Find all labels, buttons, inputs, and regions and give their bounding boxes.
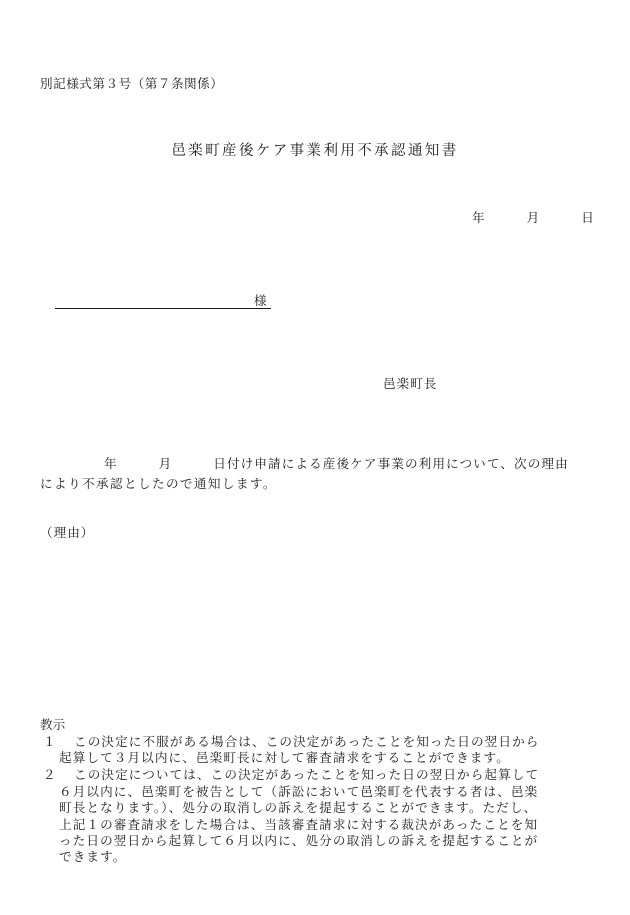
reason-label: （理由） <box>40 525 95 540</box>
addressee-honorific: 様 <box>254 293 267 308</box>
notice-item-2-number: ２ <box>43 767 56 782</box>
notice-item-2-line-5: った日の翌日から起算して６月以内に、処分の取消しの訴えを提起することが <box>59 833 539 848</box>
body-year: 年 <box>104 456 117 471</box>
notice-item-1-line-2: 起算して３月以内に、邑楽町長に対して審査請求をすることができます。 <box>59 750 510 765</box>
notice-item-2-line-1: この決定については、この決定があったことを知った日の翌日から起算して <box>74 767 540 782</box>
notice-item-2-line-2: ６月以内に、邑楽町を被告として（訴訟において邑楽町を代表する者は、邑楽 <box>59 784 539 799</box>
body-line-1-text: 日付け申請による産後ケア事業の利用について、次の理由 <box>213 456 569 471</box>
notice-item-1-line-1: この決定に不服がある場合は、この決定があったことを知った日の翌日から <box>74 734 540 749</box>
issuer-name: 邑楽町長 <box>383 376 438 391</box>
notice-item-2-line-4: 上記１の審査請求をした場合は、当該審査請求に対する裁決があったことを知 <box>59 817 539 832</box>
date-month: 月 <box>526 210 540 225</box>
date-day: 日 <box>581 210 594 225</box>
form-number: 別記様式第３号（第７条関係） <box>40 76 224 91</box>
notice-item-2-line-6: できます。 <box>59 849 127 864</box>
notice-heading: 教示 <box>40 717 66 732</box>
body-line-1 <box>104 453 569 472</box>
notice-item-1-number: １ <box>43 734 56 749</box>
body-month: 月 <box>158 456 172 471</box>
addressee-underline <box>55 291 271 309</box>
date-line <box>472 207 594 226</box>
body-line-2: により不承認としたので通知します。 <box>40 476 277 491</box>
date-year: 年 <box>472 210 485 225</box>
notice-item-2-line-3: 町長となります。）、処分の取消しの訴えを提起することができます。ただし、 <box>59 800 538 815</box>
document-title: 邑楽町産後ケア事業利用不承認通知書 <box>171 143 459 159</box>
